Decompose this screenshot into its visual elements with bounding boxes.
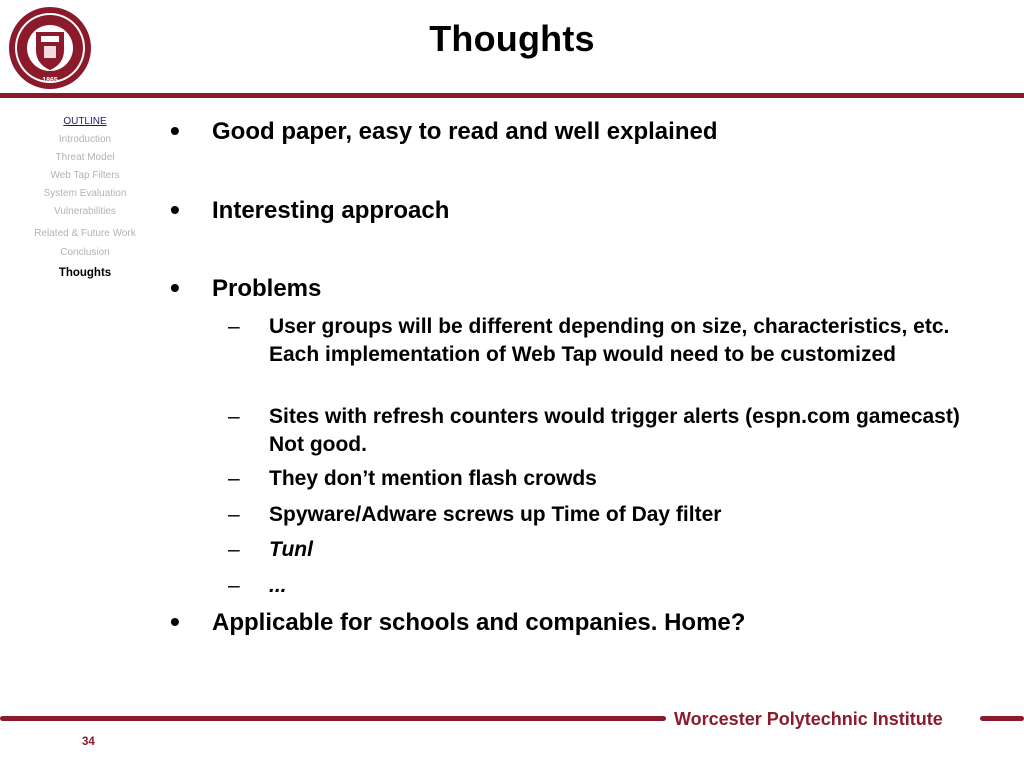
outline-item-introduction[interactable]: Introduction — [58, 134, 112, 145]
page-number: 34 — [82, 736, 95, 748]
sub-bullet-text: User groups will be different depending on size, characteristics, etc. Each implementation of Web Tap would need to be customized — [269, 315, 950, 366]
dash-icon: – — [228, 405, 240, 428]
dash-icon: – — [228, 467, 240, 490]
footer-rule-right — [980, 716, 1024, 721]
header-divider — [0, 93, 1024, 98]
bullet-dot-icon: • — [170, 194, 180, 225]
bullet-text: Good paper, easy to read and well explained — [212, 118, 718, 145]
logo-year: 1865 — [42, 77, 58, 84]
dash-icon: – — [228, 315, 240, 338]
sub-bullet-text: Sites with refresh counters would trigger alerts (espn.com gamecast) Not good. — [269, 405, 960, 456]
sub-bullet-text: They don’t mention flash crowds — [269, 467, 597, 490]
sub-bullet-item — [228, 536, 988, 564]
sub-bullet-text: ... — [269, 574, 287, 597]
bullet-dot-icon: • — [170, 115, 180, 146]
bullet-text: Interesting approach — [212, 197, 450, 224]
outline-item-web-tap-filters[interactable]: Web Tap Filters — [50, 170, 120, 181]
dash-icon: – — [228, 538, 240, 561]
outline-item-vulnerabilities[interactable]: Vulnerabilities — [54, 206, 116, 217]
outline-item-conclusion[interactable]: Conclusion — [60, 247, 110, 258]
outline-item-related-future-work[interactable]: Related & Future Work — [34, 228, 136, 239]
dash-icon: – — [228, 503, 240, 526]
outline-item-system-evaluation[interactable]: System Evaluation — [43, 188, 127, 199]
footer-rule-left — [0, 716, 666, 721]
sub-bullet-text: Tunl — [269, 538, 313, 561]
bullet-text: Problems — [212, 275, 322, 302]
bullet-dot-icon: • — [170, 272, 180, 303]
bullet-dot-icon: • — [170, 606, 180, 637]
dash-icon: – — [228, 574, 240, 597]
sub-bullet-item — [228, 572, 988, 600]
sub-bullet-item — [228, 313, 988, 368]
sub-bullet-item — [228, 403, 988, 458]
outline-item-threat-model[interactable]: Threat Model — [55, 152, 115, 163]
sub-bullet-item — [228, 465, 988, 493]
sub-bullet-item — [228, 501, 988, 529]
outline-item-thoughts-current[interactable]: Thoughts — [58, 267, 112, 279]
slide-title: Thoughts — [429, 18, 595, 59]
bullet-text: Applicable for schools and companies. Home? — [212, 609, 746, 636]
outline-heading-link[interactable]: OUTLINE — [63, 116, 107, 127]
sub-bullet-text: Spyware/Adware screws up Time of Day filter — [269, 503, 722, 526]
footer-institution: Worcester Polytechnic Institute — [674, 709, 943, 729]
